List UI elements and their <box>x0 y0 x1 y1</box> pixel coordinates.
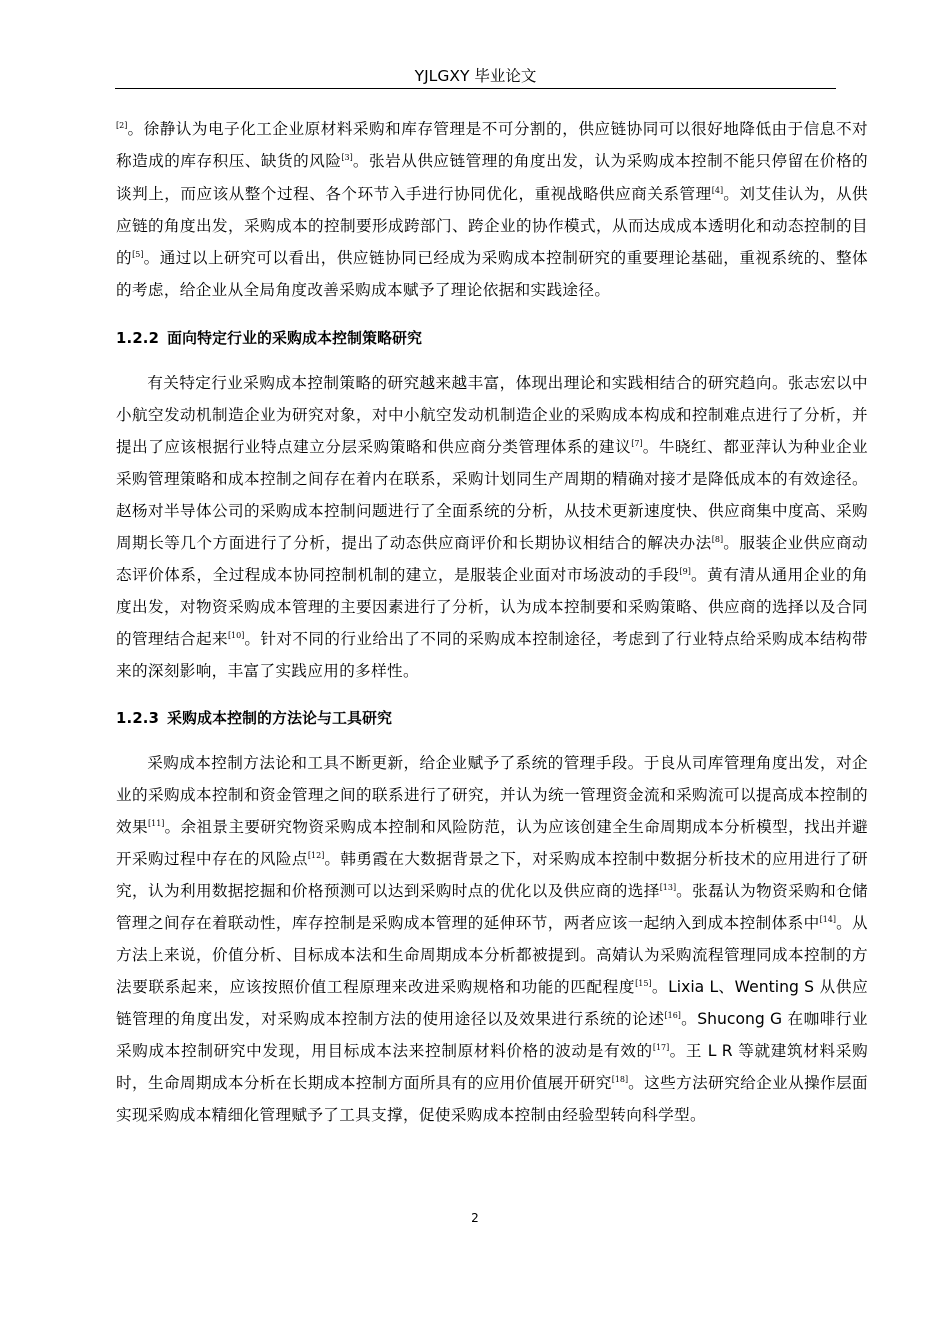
header-rule <box>115 88 836 89</box>
text-run: 。张岩从供应链管理的角度出发，认为采购成本控制不能只停留在价格的谈判上，而应该从整个过程、各个环节入手进行协同优化，重视战略供应商关系管理 <box>116 152 868 203</box>
text-run: 。 <box>680 1009 698 1028</box>
section-number: 1.2.3 <box>116 709 160 727</box>
citation-marker: [9] <box>679 566 691 576</box>
text-run: 。从方法上来说，价值分析、目标成本法和生命周期成本分析都被提到。高婧认为采购流程管理同成本控制的方法要联系起来，应该按照价值工程原理来改进采购规格和功能的匹配程度 <box>116 913 868 996</box>
section-title: 面向特定行业的采购成本控制策略研究 <box>167 329 423 347</box>
author-name: Wenting S <box>734 977 815 996</box>
citation-marker: [12] <box>307 850 325 860</box>
text-run: 。通过以上研究可以看出，供应链协同已经成为采购成本控制研究的重要理论基础，重视系统的、整体的考虑，给企业从全局角度改善采购成本赋予了理论依据和实践途径。 <box>116 249 868 300</box>
text-run: 。余祖景主要研究物资采购成本控制和风险防范，认为应该创建全生命周期成本分析模型，找出并避开采购过程中存在的风险点 <box>116 817 868 868</box>
text-run: 采购成本控制方法论和工具不断更新，给企业赋予了系统的管理手段。于良从司库管理角度出发，对企业的采购成本控制和资金管理之间的联系进行了研究，并认为统一管理资金流和采购流可以提高成本控制的效果 <box>116 753 868 836</box>
citation-marker: [18] <box>611 1074 629 1084</box>
text-run: 。黄有清从通用企业的角度出发，对物资采购成本管理的主要因素进行了分析，认为成本控制要和采购策略、供应商的选择以及合同的管理结合起来 <box>116 565 868 648</box>
citation-marker: [10] <box>227 630 245 640</box>
citation-marker: [7] <box>631 438 643 448</box>
citation-marker: [17] <box>652 1042 670 1052</box>
page-number: 2 <box>471 1211 479 1225</box>
text-run: 等就建筑材料采购时，生命周期成本分析在长期成本控制方面所具有的应用价值展开研究 <box>116 1041 869 1092</box>
citation-marker: [5] <box>132 250 144 260</box>
text-run: 。韩勇霞在大数据背景之下，对采购成本控制中数据分析技术的应用进行了研究，认为利用数据挖掘和价格预测可以达到采购时点的优化以及供应商的选择 <box>116 849 868 900</box>
citation-marker: [8] <box>711 534 724 544</box>
text-run: 。王 <box>669 1041 708 1060</box>
text-run: 。牛晓红、都亚萍认为种业企业采购管理策略和成本控制之间存在着内在联系，采购计划同生产周期的精确对接才是降低成本的有效途径。赵杨对半导体公司的采购成本控制问题进行了全面系统的分析，从技术更新速度快、供应商集中度高、采购周期长等几个方面进行了分析，提出了动态供应商评价和长期协议相结合的解决办法 <box>116 437 868 552</box>
text-run: 、 <box>718 977 735 996</box>
section-title: 采购成本控制的方法论与工具研究 <box>167 709 393 727</box>
text-run: 。徐静认为电子化工企业原材料采购和库存管理是不可分割的，供应链协同可以很好地降低由于信息不对称造成的库存积压、缺货的风险 <box>116 120 868 171</box>
section-number: 1.2.2 <box>116 329 160 347</box>
text-run: 。服装企业供应商动态评价体系，全过程成本协同控制机制的建立，是服装企业面对市场波动的手段 <box>116 533 869 584</box>
section-heading-1-2-3 <box>116 708 868 730</box>
citation-marker: [11] <box>147 818 165 828</box>
paragraph-prev-section <box>116 113 868 307</box>
page-header: YJLGXY 毕业论文 <box>414 67 537 85</box>
text-run: 有关特定行业采购成本控制策略的研究越来越丰富，体现出理论和实践相结合的研究趋向。张志宏以中小航空发动机制造企业为研究对象，对中小航空发动机制造企业的采购成本构成和控制难点进行了分析，并提出了应该根据行业特点建立分层采购策略和供应商分类管理体系的建议 <box>116 373 868 456</box>
author-name: Shucong G <box>697 1009 783 1028</box>
citation-marker: [4] <box>711 185 724 195</box>
text-run: 。张磊认为物资采购和仓储管理之间存在着联动性，库存控制是采购成本管理的延伸环节，两者应该一起纳入到成本控制体系中 <box>116 881 868 932</box>
citation-marker: [13] <box>659 882 677 892</box>
text-run: 在咖啡行业采购成本控制研究中发现，用目标成本法来控制原材料价格的波动是有效的 <box>116 1009 868 1060</box>
text-run: 从供应链管理的角度出发，对采购成本控制方法的使用途径以及效果进行系统的论述 <box>116 977 869 1028</box>
citation-marker: [2] <box>116 121 128 130</box>
paragraph-section-1-2-3 <box>116 747 868 1131</box>
author-name: Lixia L <box>668 977 719 996</box>
section-heading-1-2-2 <box>116 328 868 350</box>
paragraph-section-1-2-2 <box>116 367 868 687</box>
text-run: 。刘艾佳认为，从供应链的角度出发，采购成本的控制要形成跨部门、跨企业的协作模式，从而达成成本透明化和动态控制的目的 <box>116 184 869 268</box>
citation-marker: [3] <box>341 153 353 163</box>
author-name: L R <box>707 1041 733 1060</box>
citation-marker: [14] <box>819 914 837 924</box>
text-run: 。这些方法研究给企业从操作层面实现采购成本精细化管理赋予了工具支撑，促使采购成本控制由经验型转向科学型。 <box>116 1073 868 1124</box>
citation-marker: [15] <box>635 978 652 988</box>
page-body <box>116 113 868 1131</box>
text-run: 。针对不同的行业给出了不同的采购成本控制途径，考虑到了行业特点给采购成本结构带来的深刻影响，丰富了实践应用的多样性。 <box>116 629 868 680</box>
citation-marker: [16] <box>664 1010 681 1020</box>
text-run: 。 <box>651 977 669 996</box>
